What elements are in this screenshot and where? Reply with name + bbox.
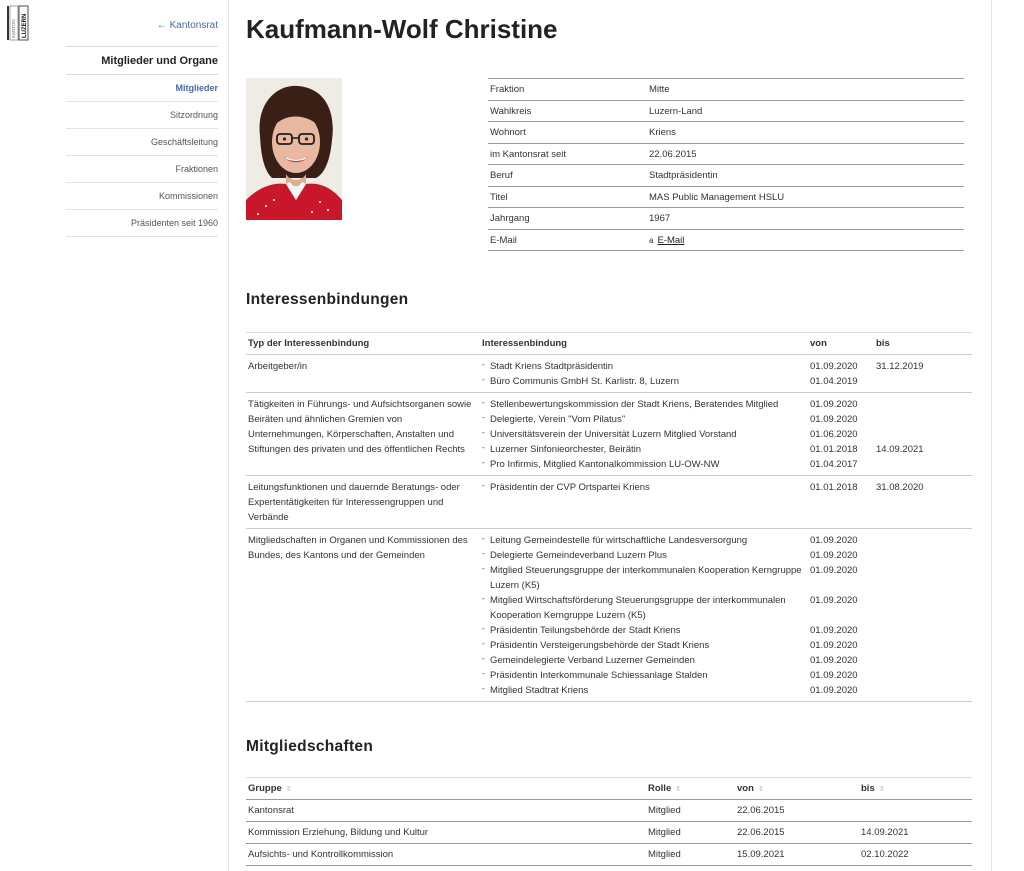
column-header-bis[interactable]: [859, 778, 972, 800]
sidebar-item-fraktionen[interactable]: Fraktionen: [66, 156, 218, 183]
rolle-cell: Mitglied: [646, 844, 735, 866]
date-value: 01.09.2020: [810, 685, 858, 696]
column-header-typ: Typ der Interessenbindung: [246, 333, 480, 355]
bis-cell: 02.10.2022: [859, 844, 972, 866]
von-cell: 22.06.2015: [735, 800, 859, 822]
von-cell: [808, 355, 874, 393]
svg-text:LUZERN: LUZERN: [22, 13, 28, 38]
column-header-label: von: [737, 783, 754, 794]
date-value: 01.06.2020: [810, 429, 858, 440]
bis-cell: [874, 393, 972, 476]
date-value: 01.09.2020: [810, 565, 858, 576]
sidebar-item-mitglieder[interactable]: Mitglieder: [66, 75, 218, 102]
von-cell: [808, 529, 874, 702]
column-header-bis: bis: [874, 333, 972, 355]
date-value: 01.09.2020: [810, 625, 858, 636]
column-header-label: Rolle: [648, 783, 672, 794]
back-link-kantonsrat[interactable]: [66, 0, 218, 46]
table-row: [246, 476, 972, 529]
svg-text:KANTON: KANTON: [11, 19, 16, 38]
column-header-label: bis: [861, 783, 875, 794]
table-header-row: [246, 333, 972, 355]
interessenbindungen-table: [246, 332, 972, 702]
back-link-label: Kantonsrat: [169, 20, 218, 31]
mitgliedschaften-table: [246, 777, 972, 866]
interessenbindung-cell: [480, 476, 808, 529]
info-row-wahlkreis: [488, 101, 964, 123]
info-row-titel: [488, 187, 964, 209]
canton-logo[interactable]: [6, 4, 30, 44]
rolle-cell: Mitglied: [646, 800, 735, 822]
list-item: - Delegierte Gemeindeverband Luzern Plus: [482, 548, 806, 563]
column-header-rolle[interactable]: [646, 778, 735, 800]
info-value: Mitte: [649, 84, 670, 95]
typ-cell: Mitgliedschaften in Organen und Kommissionen des Bundes, des Kantons und der Gemeinden: [246, 529, 480, 702]
date-value: 01.01.2018: [810, 482, 858, 493]
page-title: Kaufmann-Wolf Christine: [246, 14, 558, 44]
von-cell: [808, 393, 874, 476]
date-value: 01.09.2020: [810, 361, 858, 372]
sidebar-item-geschaeftsleitung[interactable]: Geschäftsleitung: [66, 129, 218, 156]
list-item: - Büro Communis GmbH St. Karlistr. 8, Luzern: [482, 374, 806, 389]
column-header-label: Gruppe: [248, 783, 282, 794]
interessenbindung-cell: [480, 393, 808, 476]
list-item: - Präsidentin der CVP Ortspartei Kriens: [482, 480, 806, 495]
email-icon: a: [649, 235, 654, 245]
info-row-email: [488, 230, 964, 252]
email-link[interactable]: E-Mail: [657, 234, 685, 246]
sidebar-nav: [66, 0, 218, 237]
sidebar-item-kommissionen[interactable]: Kommissionen: [66, 183, 218, 210]
date-value: [876, 397, 970, 412]
date-value: [876, 412, 970, 427]
bis-cell: 14.09.2021: [859, 822, 972, 844]
sort-icon: ⇕: [757, 786, 764, 793]
list-item: - Mitglied Steuerungsgruppe der interkommunalen Kooperation Kerngruppe Luzern (K5): [482, 563, 806, 593]
info-value: Stadtpräsidentin: [649, 170, 718, 181]
table-row: [246, 529, 972, 702]
info-key: Fraktion: [490, 84, 525, 95]
portrait-image: [246, 78, 342, 220]
list-item: - Stadt Kriens Stadtpräsidentin: [482, 359, 806, 374]
column-header-von[interactable]: [735, 778, 859, 800]
date-value: 14.09.2021: [876, 444, 924, 455]
info-value: Kriens: [649, 127, 676, 138]
list-item: - Präsidentin Interkommunale Schiessanlage Stalden: [482, 668, 806, 683]
info-key: Jahrgang: [490, 213, 530, 224]
info-row-beruf: [488, 165, 964, 187]
sidebar-item-sitzordnung[interactable]: Sitzordnung: [66, 102, 218, 129]
list-item: - Pro Infirmis, Mitglied Kantonalkommission LU-OW-NW: [482, 457, 806, 472]
date-value: 31.12.2019: [876, 361, 924, 372]
list-item: - Mitglied Stadtrat Kriens: [482, 683, 806, 698]
bis-cell: [859, 800, 972, 822]
info-value: Luzern-Land: [649, 105, 703, 117]
list-item: - Präsidentin Teilungsbehörde der Stadt Kriens: [482, 623, 806, 638]
list-item: - Mitglied Wirtschaftsförderung Steuerungsgruppe der interkommunalen Kooperation Kerngruppe Luzern (K5): [482, 593, 806, 623]
list-item: - Luzerner Sinfonieorchester, Beirätin: [482, 442, 806, 457]
list-item: - Gemeindelegierte Verband Luzerner Gemeinden: [482, 653, 806, 668]
list-item: - Leitung Gemeindestelle für wirtschaftliche Landesversorgung: [482, 533, 806, 548]
typ-cell: Leitungsfunktionen und dauernde Beratungs- oder Expertentätigkeiten für Interessengruppen und Verbände: [246, 476, 480, 529]
bis-cell: [874, 529, 972, 702]
table-row: [246, 822, 972, 844]
info-value: MAS Public Management HSLU: [649, 191, 785, 203]
canton-logo-icon: [6, 4, 30, 44]
section-title-interessenbindungen: Interessenbindungen: [246, 291, 409, 308]
sort-icon: ⇕: [675, 786, 682, 793]
date-value: 01.09.2020: [810, 655, 858, 666]
info-key: Wohnort: [490, 127, 526, 138]
typ-cell: Arbeitgeber/in: [246, 355, 480, 393]
info-value: 1967: [649, 213, 671, 224]
list-item: - Delegierte, Verein "Vom Pilatus": [482, 412, 806, 427]
interessenbindung-cell: [480, 529, 808, 702]
date-value: 01.09.2020: [810, 535, 858, 546]
info-key: im Kantonsrat seit: [490, 148, 567, 160]
info-value: [649, 230, 964, 251]
table-row: [246, 844, 972, 866]
gruppe-cell: Kommission Erziehung, Bildung und Kultur: [246, 822, 646, 844]
table-row: [246, 393, 972, 476]
sidebar-heading[interactable]: Mitglieder und Organe: [66, 46, 218, 75]
info-key: Wahlkreis: [490, 105, 532, 117]
rolle-cell: Mitglied: [646, 822, 735, 844]
typ-cell: Tätigkeiten in Führungs- und Aufsichtsorganen sowie Beiräten und ähnlichen Gremien von Unternehmungen, Körperschaften, Anstalten und Stiftungen des privaten und des öffentlichen Rechts: [246, 393, 480, 476]
date-value: 01.09.2020: [810, 550, 858, 561]
sort-icon: ⇕: [285, 786, 292, 793]
sidebar-item-praesidenten[interactable]: Präsidenten seit 1960: [66, 210, 218, 237]
list-item: - Stellenbewertungskommission der Stadt Kriens, Beratendes Mitglied: [482, 397, 806, 412]
arrow-left-icon: ←: [156, 20, 167, 31]
info-key: Beruf: [490, 170, 513, 181]
von-cell: [808, 476, 874, 529]
info-row-kantonsrat-seit: [488, 144, 964, 166]
section-title-mitgliedschaften: Mitgliedschaften: [246, 738, 374, 755]
date-value: 31.08.2020: [876, 482, 924, 493]
column-header-gruppe[interactable]: [246, 778, 646, 800]
list-item: - Präsidentin Versteigerungsbehörde der Stadt Kriens: [482, 638, 806, 653]
table-row: [246, 355, 972, 393]
date-value: 01.09.2020: [810, 640, 858, 651]
bis-cell: [874, 355, 972, 393]
info-row-jahrgang: [488, 208, 964, 230]
info-key: Titel: [490, 191, 508, 203]
member-portrait: [246, 78, 342, 220]
bis-cell: [874, 476, 972, 529]
column-header-von: von: [808, 333, 874, 355]
list-item: - Universitätsverein der Universität Luzern Mitglied Vorstand: [482, 427, 806, 442]
date-value: 01.01.2018: [810, 444, 858, 455]
date-value: 01.09.2020: [810, 399, 858, 410]
column-header-interessenbindung: Interessenbindung: [480, 333, 808, 355]
date-value: [876, 427, 970, 442]
interessenbindung-cell: [480, 355, 808, 393]
info-key: E-Mail: [490, 234, 517, 246]
sort-icon: ⇕: [878, 786, 885, 793]
table-row: [246, 800, 972, 822]
date-value: 01.09.2020: [810, 414, 858, 425]
date-value: 01.09.2020: [810, 595, 858, 606]
date-value: 01.04.2019: [810, 376, 858, 387]
info-row-fraktion: [488, 79, 964, 101]
info-row-wohnort: [488, 122, 964, 144]
date-value: 01.04.2017: [810, 459, 858, 470]
date-value: 01.09.2020: [810, 670, 858, 681]
member-info-table: [488, 78, 964, 251]
info-value: 22.06.2015: [649, 148, 697, 160]
table-header-row: [246, 778, 972, 800]
von-cell: 22.06.2015: [735, 822, 859, 844]
gruppe-cell: Kantonsrat: [246, 800, 646, 822]
von-cell: 15.09.2021: [735, 844, 859, 866]
gruppe-cell: Aufsichts- und Kontrollkommission: [246, 844, 646, 866]
